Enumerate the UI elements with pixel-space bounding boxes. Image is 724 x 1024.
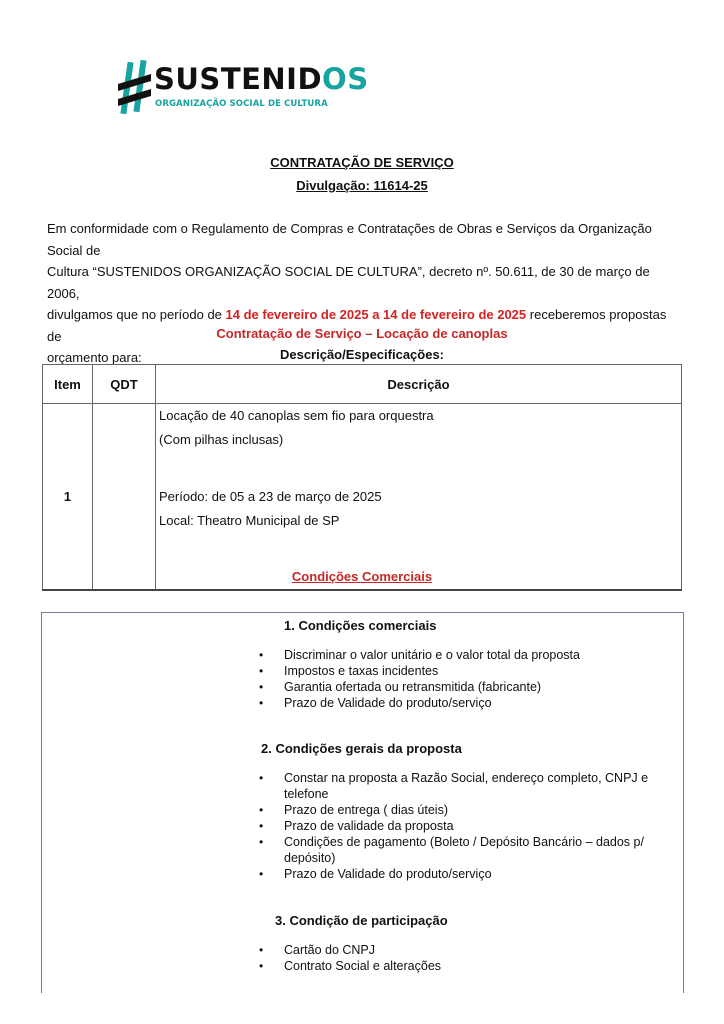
participation-conditions-list: [259, 942, 664, 974]
logo-tagline: ORGANIZAÇÃO SOCIAL DE CULTURA: [155, 99, 328, 109]
description-title: Descrição/Especificações:: [279, 347, 445, 362]
cell-description: [156, 404, 682, 591]
list-item: • Contrato Social e alterações: [259, 958, 664, 974]
header-description: Descrição: [156, 365, 682, 404]
commercial-conditions-list: [259, 647, 664, 711]
general-conditions-list: [259, 770, 664, 882]
list-item: • Discriminar o valor unitário e o valor total da proposta: [259, 647, 664, 663]
intro-line-3-post: receberemos propostas de: [47, 307, 667, 344]
logo-wordmark-accent: OS: [322, 62, 369, 96]
list-item: • Cartão do CNPJ: [259, 942, 664, 958]
conditions-heading: Condições Comerciais: [291, 569, 433, 584]
document-subtitle: Divulgação: 11614-25: [296, 178, 428, 193]
document-title: CONTRATAÇÃO DE SERVIÇO: [270, 155, 454, 170]
logo-wordmark-dark: SUSTENID: [154, 62, 323, 96]
list-item: • Condições de pagamento (Boleto / Depósito Bancário – dados p/ depósito): [259, 834, 664, 866]
intro-line-1: Em conformidade com o Regulamento de Compras e Contratações de Obras e Serviços da Organização Social de: [47, 221, 652, 258]
section-title-commercial: 1. Condições comerciais: [284, 618, 437, 633]
description-line: Locação de 40 canoplas sem fio para orquestra: [159, 408, 434, 423]
logo-wordmark: [154, 64, 369, 94]
header-qdt: QDT: [93, 365, 156, 404]
intro-period-highlight: 14 de fevereiro de 2025 a 14 de fevereiro de 2025: [225, 307, 527, 322]
items-table: [42, 364, 682, 591]
sharp-sign-logo-icon: [118, 60, 154, 120]
intro-line-2: Cultura “SUSTENIDOS ORGANIZAÇÃO SOCIAL DE CULTURA”, decreto nº. 50.611, de 30 de março de 2006,: [47, 264, 650, 301]
service-title: Contratação de Serviço – Locação de canoplas: [216, 326, 508, 341]
list-item: • Constar na proposta a Razão Social, endereço completo, CNPJ e telefone: [259, 770, 664, 802]
cell-item: 1: [43, 404, 93, 591]
description-line: (Com pilhas inclusas): [159, 432, 284, 447]
section-title-participation: 3. Condição de participação: [275, 913, 448, 928]
cell-qdt: [93, 404, 156, 591]
intro-paragraph: [47, 218, 679, 369]
organization-logo: [118, 58, 369, 118]
list-item: • Prazo de entrega ( dias úteis): [259, 802, 664, 818]
header-item: Item: [43, 365, 93, 404]
description-line: Local: Theatro Municipal de SP: [159, 513, 340, 528]
list-item: • Prazo de validade da proposta: [259, 818, 664, 834]
list-item: • Prazo de Validade do produto/serviço: [259, 695, 664, 711]
list-item: • Prazo de Validade do produto/serviço: [259, 866, 664, 882]
list-item: • Garantia ofertada ou retransmitida (fabricante): [259, 679, 664, 695]
intro-line-3-pre: divulgamos que no período de: [47, 307, 226, 322]
table-header-row: [43, 365, 682, 404]
intro-line-4: orçamento para:: [47, 350, 142, 365]
section-title-general: 2. Condições gerais da proposta: [261, 741, 462, 756]
description-line: Período: de 05 a 23 de março de 2025: [159, 489, 382, 504]
table-row: [43, 404, 682, 591]
conditions-box: [41, 612, 684, 993]
list-item: • Impostos e taxas incidentes: [259, 663, 664, 679]
